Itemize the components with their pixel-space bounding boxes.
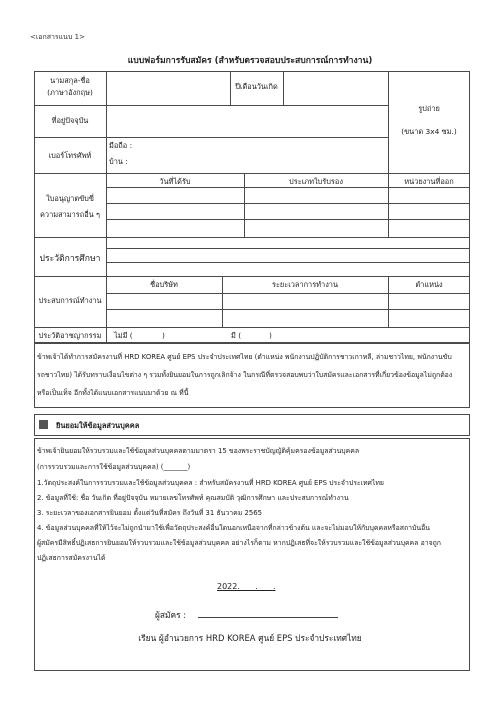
declaration-line-2: รถชาวไทย) ได้รับทราบเงื่อนไขต่าง ๆ รวมทั้งยินยอมในการถูกเลิกจ้าง ในกรณีที่ตรวจสอบพบว่าใบสมัครและเอกสารที่เกี่ยวข้องข้อมูลไม่ถูกต้อง	[37, 371, 453, 379]
consent-line-3: 1.วัตถุประสงค์ในการรวบรวมและใช้ข้อมูลส่วนบุคคล : สำหรับสมัครงานที่ HRD KOREA ศูนย์ EPS ประจำประเทศไทย	[37, 479, 384, 487]
consent-line-7: ผู้สมัครมีสิทธิ์ปฏิเสธการยินยอมให้รวบรวมและใช้ข้อมูลส่วนบุคคล อย่างไรก็ตาม หากปฏิเสธที่จะให้รวบรวมและใช้ข้อมูลส่วนบุคคล อาจถูก	[37, 539, 441, 547]
addressee: เรียน ผู้อำนวยการ HRD KOREA ศูนย์ EPS ประจำประเทศไทย	[138, 633, 362, 643]
home-phone-field[interactable]	[138, 155, 386, 170]
consent-line-2: (การรวบรวมและการใช้ข้อมูลส่วนบุคคล) (_______)	[37, 463, 191, 471]
name-field[interactable]	[108, 73, 228, 103]
criminal-record-yes[interactable]: มี (	[231, 331, 242, 340]
name-label-english: (ภาษาอังกฤษ)	[47, 88, 93, 97]
consent-line-8: ปฏิเสธการสมัครงานได้	[37, 554, 106, 562]
consent-line-4: 2. ข้อมูลที่ใช้: ชื่อ วันเกิด ที่อยู่ปัจจุบัน หมายเลขโทรศัพท์ คุณสมบัติ วุฒิการศึกษา และประสบการณ์ทำงาน	[37, 494, 349, 502]
education-label: ประวัติการศึกษา	[39, 254, 101, 264]
consent-line-5: 3. ระยะเวลาของเอกสารยินยอม ตั้งแต่วันที่สมัคร ถึงวันที่ 31 ธันวาคม 2565	[37, 509, 262, 517]
declaration-line-3: หรือเป็นเท็จ อีกทั้งได้แนบเอกสารแนบมาด้วย ณ ที่นี้	[37, 389, 189, 397]
address-field[interactable]	[108, 107, 386, 135]
photo-size-label: (ขนาด 3x4 ซม.)	[401, 127, 457, 136]
license-col-type: ประเภทใบรับรอง	[289, 177, 343, 186]
criminal-record-yes-close: )	[269, 331, 272, 340]
phone-label: เบอร์โทรศัพท์	[48, 151, 92, 160]
mobile-field[interactable]	[138, 139, 386, 154]
criminal-record-label: ประวัติอาชญากรรม	[38, 331, 102, 340]
experience-label: ประสบการณ์ทำงาน	[38, 296, 102, 305]
declaration-line-1: ข้าพเจ้าได้ทำการสมัครงานที่ HRD KOREA ศูนย์ EPS ประจำประเทศไทย (ตำแหน่ง พนักงานปฏิบัติการชาวเกาหลี, ล่ามชาวไทย, พนักงานขับ	[37, 353, 452, 361]
consent-line-1: ข้าพเจ้ายินยอมให้รวบรวมและใช้ข้อมูลส่วนบุคคลตามมาตรา 15 ของพระราชบัญญัติคุ้มครองข้อมูลส่วนบุคคล	[37, 447, 360, 455]
consent-checkbox[interactable]	[39, 420, 48, 429]
photo-label: รูปถ่าย	[418, 104, 440, 113]
experience-col-position: ตำแหน่ง	[415, 280, 443, 289]
page-title: แบบฟอร์มการรับสมัคร (สำหรับตรวจสอบประสบการณ์การทำงาน)	[127, 56, 373, 66]
applicant-signature-line[interactable]	[198, 617, 338, 618]
criminal-record-none-close: )	[162, 331, 165, 340]
experience-col-company: ชื่อบริษัท	[150, 280, 178, 289]
other-skills-label: ความสามารถอื่น ๆ	[39, 210, 101, 219]
annex-label: <เอกสารแนบ 1>	[30, 33, 85, 41]
license-label: ใบอนุญาตขับขี่	[46, 194, 94, 203]
mobile-label: มือถือ :	[109, 141, 133, 150]
consent-line-6: 4. ข้อมูลส่วนบุคคลที่ให้ไว้จะไม่ถูกนำมาใช้เพื่อวัตถุประสงค์อื่นใดนอกเหนือจากที่กล่าวข้างต้น และจะไม่มอบให้กับบุคคลหรือสถาบันอื่น	[37, 524, 430, 532]
name-label: นามสกุล-ชื่อ	[50, 76, 90, 85]
license-col-issuer: หน่วยงานที่ออก	[404, 177, 454, 186]
applicant-label: ผู้สมัคร :	[155, 610, 187, 620]
consent-heading: ยินยอมให้ข้อมูลส่วนบุคคล	[56, 421, 140, 430]
license-col-date: วันที่ได้รับ	[159, 177, 191, 186]
address-label: ที่อยู่ปัจจุบัน	[51, 116, 89, 125]
home-phone-label: บ้าน :	[109, 157, 128, 166]
experience-col-period: ระยะเวลาการทำงาน	[271, 280, 339, 289]
date-field[interactable]: 2022. . .	[217, 582, 276, 591]
birthdate-label: ปีเดือนวันเกิด	[235, 82, 278, 91]
birthdate-field[interactable]	[285, 73, 386, 103]
criminal-record-none[interactable]: ไม่มี (	[114, 331, 133, 340]
